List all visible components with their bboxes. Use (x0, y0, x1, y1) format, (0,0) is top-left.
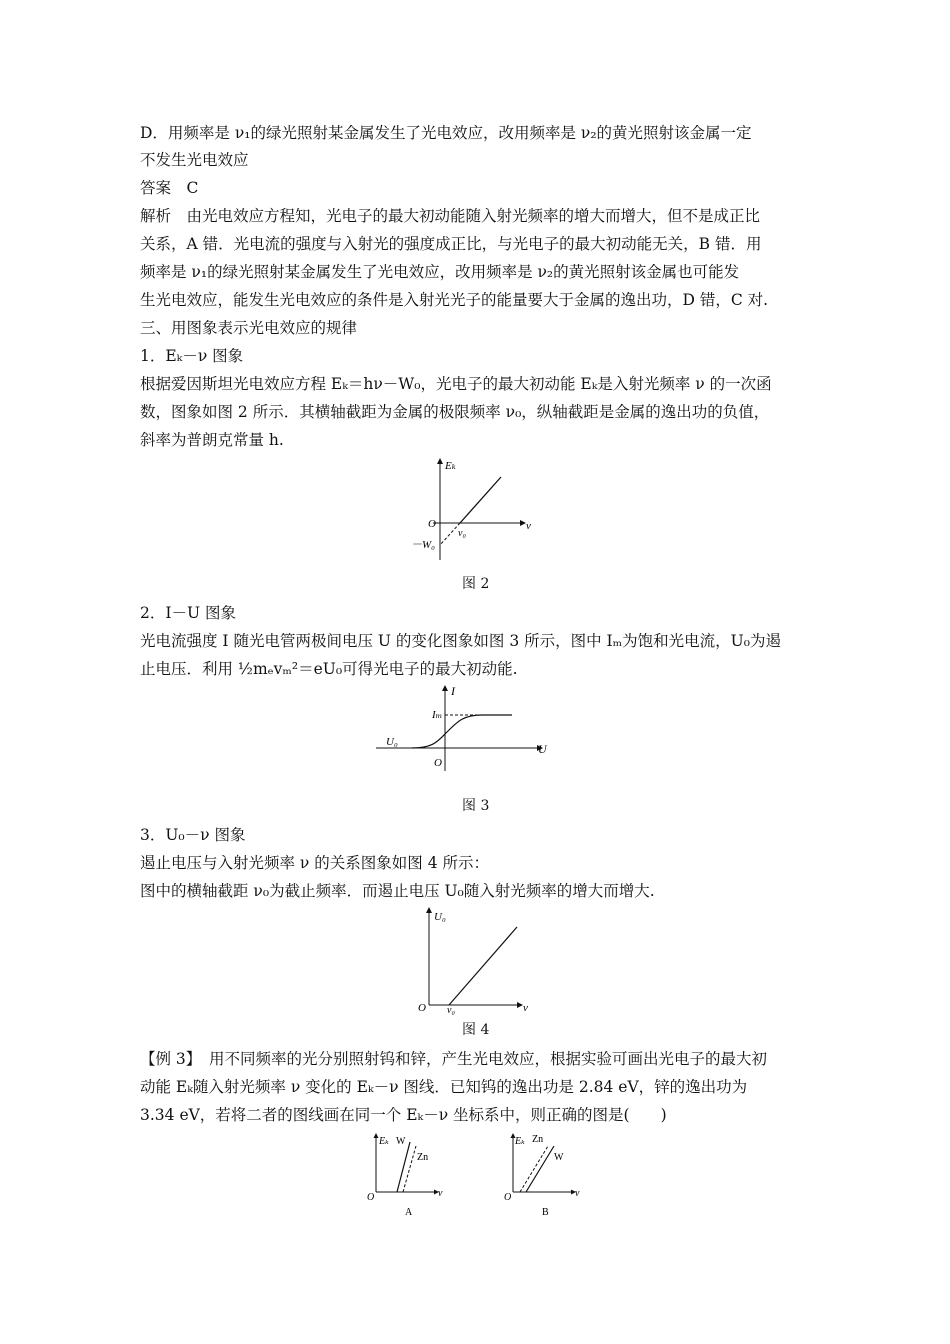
paragraph-3-line1: 遏止电压与入射光频率 ν 的关系图象如图 4 所示： (140, 854, 489, 872)
analysis-line3: 频率是 ν₁的绿光照射某金属发生了光电效应，改用频率是 ν₂的黄光照射该金属也可能发 (140, 263, 740, 281)
option-a-zn-label: Zn (417, 1152, 429, 1163)
fig4-y-label: U₀ (434, 911, 446, 923)
example-line1: 【例 3】 用不同频率的光分别照射钨和锌，产生光电效应，根据实验可画出光电子的最大初 (140, 1050, 768, 1068)
option-d-line1: D．用频率是 ν₁的绿光照射某金属发生了光电效应，改用频率是 ν₂的黄光照射该金属一定 (140, 124, 752, 142)
example-line3: 3.34 eV，若将二者的图线画在同一个 Eₖ－ν 坐标系中，则正确的图是( ) (140, 1106, 667, 1124)
subheading-2: 2．I－U 图象 (140, 604, 236, 622)
option-b-zn-label: Zn (532, 1134, 544, 1145)
fig4-x-intercept: ν₀ (447, 1005, 455, 1016)
fig3-caption: 图 3 (462, 798, 490, 814)
fig3-y-label: I (451, 684, 455, 698)
analysis-line4: 生光电效应，能发生光电效应的条件是入射光光子的能量要大于金属的逸出功，D 错，C 对. (140, 291, 769, 309)
paragraph-2-line2: 止电压．利用 ½mₑvₘ²＝eU₀可得光电子的最大初动能. (140, 660, 518, 678)
section-heading: 三、用图象表示光电效应的规律 (140, 319, 358, 337)
subheading-1: 1．Eₖ－ν 图象 (140, 347, 244, 365)
subheading-3: 3．U₀－ν 图象 (140, 826, 246, 844)
analysis-line2: 关系，A 错．光电流的强度与入射光的强度成正比，与光电子的最大初动能无关，B 错．用 (140, 235, 762, 253)
paragraph-1-line2: 数，图象如图 2 所示．其横轴截距为金属的极限频率 ν₀，纵轴截距是金属的逸出功的负值， (140, 403, 770, 421)
figure-2 (405, 455, 545, 565)
paragraph-1-line1: 根据爱因斯坦光电效应方程 Eₖ＝hν－W₀，光电子的最大初动能 Eₖ是入射光频率 ν 的一次函 (140, 375, 772, 393)
fig2-x-intercept: ν₀ (458, 528, 466, 539)
option-a-label: A (405, 1207, 413, 1218)
paragraph-2-line1: 光电流强度 I 随光电管两极间电压 U 的变化图象如图 3 所示，图中 Iₘ为饱和光电流，U₀为遏 (140, 632, 781, 650)
fig4-caption: 图 4 (462, 1022, 490, 1038)
figure-3 (372, 683, 557, 773)
example-line2: 动能 Eₖ随入射光频率 ν 变化的 Eₖ－ν 图线．已知钨的逸出功是 2.84 eV，锌的逸出功为 (140, 1078, 748, 1096)
fig3-stop-voltage: U₀ (386, 736, 398, 748)
paragraph-3-line2: 图中的横轴截距 ν₀为截止频率．而遏止电压 U₀随入射光频率的增大而增大. (140, 882, 655, 900)
option-b-graph[interactable] (500, 1130, 590, 1220)
analysis-line1: 解析 由光电效应方程知，光电子的最大初动能随入射光频率的增大而增大，但不是成正比 (140, 207, 761, 225)
fig2-y-label: Eₖ (445, 460, 456, 472)
fig2-caption: 图 2 (462, 576, 490, 592)
option-b-y-label: Eₖ (515, 1136, 525, 1147)
paragraph-1-line3: 斜率为普朗克常量 h. (140, 431, 284, 449)
option-a-origin: O (367, 1192, 375, 1203)
fig2-origin: O (428, 518, 436, 530)
fig2-y-intercept: －W₀ (411, 539, 435, 551)
fig3-saturation: Iₘ (432, 709, 443, 721)
fig2-x-label: ν (526, 520, 531, 532)
option-b-origin: O (504, 1192, 512, 1203)
figure-4 (412, 905, 537, 1017)
option-a-y-label: Eₖ (379, 1136, 389, 1147)
option-a-graph[interactable] (363, 1130, 453, 1220)
answer: 答案 C (140, 179, 199, 197)
option-b-w-label: W (554, 1152, 564, 1163)
option-a-w-label: W (396, 1136, 406, 1147)
fig4-origin: O (418, 1002, 426, 1014)
fig3-origin: O (434, 757, 442, 769)
fig4-x-label: ν (523, 1002, 528, 1014)
option-a-x-label: ν (438, 1188, 443, 1199)
option-b-x-label: ν (575, 1188, 580, 1199)
fig3-x-label: U (538, 742, 547, 756)
option-d-line2: 不发生光电效应 (140, 151, 249, 169)
option-b-label: B (542, 1207, 549, 1218)
